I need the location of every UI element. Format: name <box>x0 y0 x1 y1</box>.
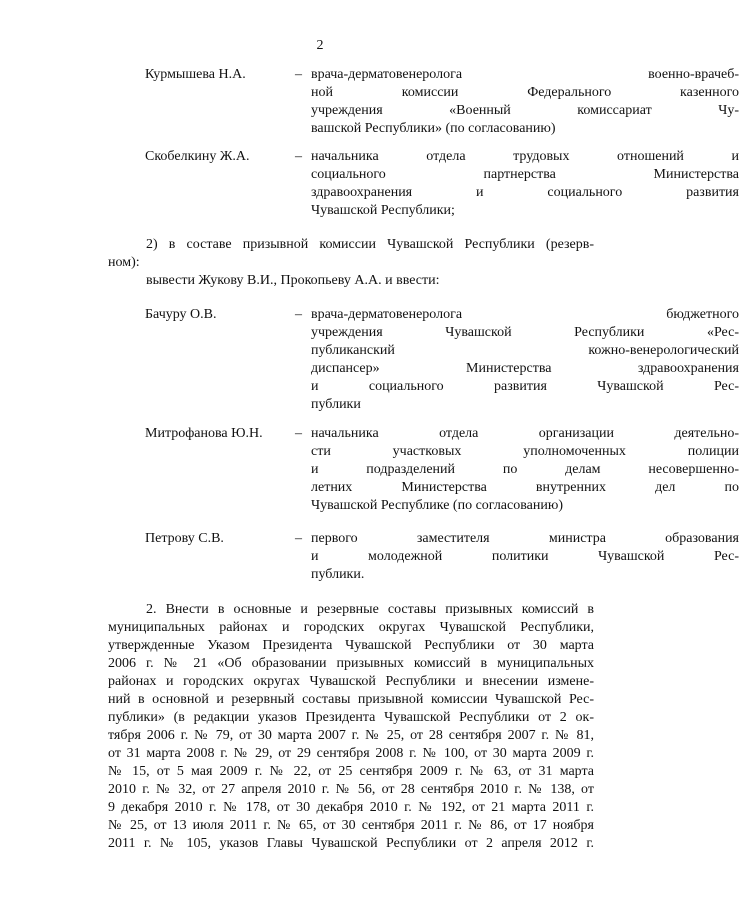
desc-line: начальника отдела трудовых отношений и <box>311 149 739 164</box>
paragraph-line: № 15, от 5 мая 2009 г. № 22, от 25 сентября 2009 г. № 63, от 31 марта <box>108 764 594 779</box>
paragraph-2 <box>108 601 594 853</box>
entry-dash: – <box>295 149 302 164</box>
entry-name: Митрофанова Ю.Н. <box>145 426 263 441</box>
paragraph-line: № 25, от 13 июля 2011 г. № 65, от 30 сентября 2011 г. № 86, от 17 ноября <box>108 818 594 833</box>
paragraph-line: 2011 г. № 105, указов Главы Чувашской Республики от 2 апреля 2012 г. <box>108 836 594 851</box>
paragraph-line: 9 декабря 2010 г. № 178, от 30 декабря 2010 г. № 192, от 21 марта 2011 г. <box>108 800 594 815</box>
desc-line: и социального развития Чувашской Рес- <box>311 379 739 394</box>
paragraph-line: утвержденные Указом Президента Чувашской Республики от 30 марта <box>108 638 594 653</box>
desc-line: публики. <box>311 567 365 582</box>
paragraph-line: районах и городских округах Чувашской Республики и внесении измене- <box>108 674 594 689</box>
section-line: 2) в составе призывной комиссии Чувашской Республики (резерв- <box>146 237 594 252</box>
entry-description <box>311 148 739 220</box>
desc-line: социального партнерства Министерства <box>311 167 739 182</box>
section-2-heading <box>108 236 594 272</box>
entry-name: Скобелкину Ж.А. <box>145 149 250 164</box>
paragraph-line: от 31 марта 2008 г. № 29, от 29 сентября 2008 г. № 100, от 30 марта 2009 г. <box>108 746 594 761</box>
paragraph-line: тября 2006 г. № 79, от 30 марта 2007 г. № 25, от 28 сентября 2007 г. № 81, <box>108 728 594 743</box>
entry-dash: – <box>295 307 302 322</box>
desc-line: Чувашской Республике (по согласованию) <box>311 498 563 513</box>
desc-line: начальника отдела организации деятельно- <box>311 426 739 441</box>
desc-line: сти участковых уполномоченных полиции <box>311 444 739 459</box>
section-line: ном): <box>108 255 140 270</box>
desc-line: учреждения «Военный комиссариат Чу- <box>311 103 739 118</box>
desc-line: врача-дерматовенеролога военно-врачеб- <box>311 67 739 82</box>
desc-line: учреждения Чувашской Республики «Рес- <box>311 325 739 340</box>
desc-line: вашской Республики» (по согласованию) <box>311 121 556 136</box>
section-2-instruction <box>146 272 594 290</box>
entry-description <box>311 530 739 584</box>
desc-line: публики <box>311 397 361 412</box>
paragraph-line: 2006 г. № 21 «Об образовании призывных комиссий в муниципальных <box>108 656 594 671</box>
paragraph-line: ний в основной и резервный составы призывной комиссии Чувашской Рес- <box>108 692 594 707</box>
entry-name: Бачуру О.В. <box>145 307 217 322</box>
entry-name: Курмышева Н.А. <box>145 67 246 82</box>
desc-line: врача-дерматовенеролога бюджетного <box>311 307 739 322</box>
page-number: 2 <box>316 38 324 53</box>
desc-line: публиканский кожно-венерологический <box>311 343 739 358</box>
desc-line: и молодежной политики Чувашской Рес- <box>311 549 739 564</box>
desc-line: летних Министерства внутренних дел по <box>311 480 739 495</box>
entry-dash: – <box>295 426 302 441</box>
paragraph-line: 2. Внести в основные и резервные составы призывных комиссий в <box>146 602 594 617</box>
desc-line: здравоохранения и социального развития <box>311 185 739 200</box>
entry-description <box>311 425 739 515</box>
desc-line: ной комиссии Федерального казенного <box>311 85 739 100</box>
paragraph-line: муниципальных районах и городских округах Чувашской Республики, <box>108 620 594 635</box>
desc-line: первого заместителя министра образования <box>311 531 739 546</box>
paragraph-line: публики» (в редакции указов Президента Чувашской Республики от 2 ок- <box>108 710 594 725</box>
entry-name: Петрову С.В. <box>145 531 224 546</box>
entry-dash: – <box>295 67 302 82</box>
entry-description <box>311 66 739 138</box>
desc-line: Чувашской Республики; <box>311 203 455 218</box>
paragraph-line: 2010 г. № 32, от 27 апреля 2010 г. № 56, от 28 сентября 2010 г. № 138, от <box>108 782 594 797</box>
entry-dash: – <box>295 531 302 546</box>
entry-description <box>311 306 739 414</box>
desc-line: диспансер» Министерства здравоохранения <box>311 361 739 376</box>
desc-line: и подразделений по делам несовершенно- <box>311 462 739 477</box>
instruction-line: вывести Жукову В.И., Прокопьеву А.А. и ввести: <box>146 273 440 288</box>
